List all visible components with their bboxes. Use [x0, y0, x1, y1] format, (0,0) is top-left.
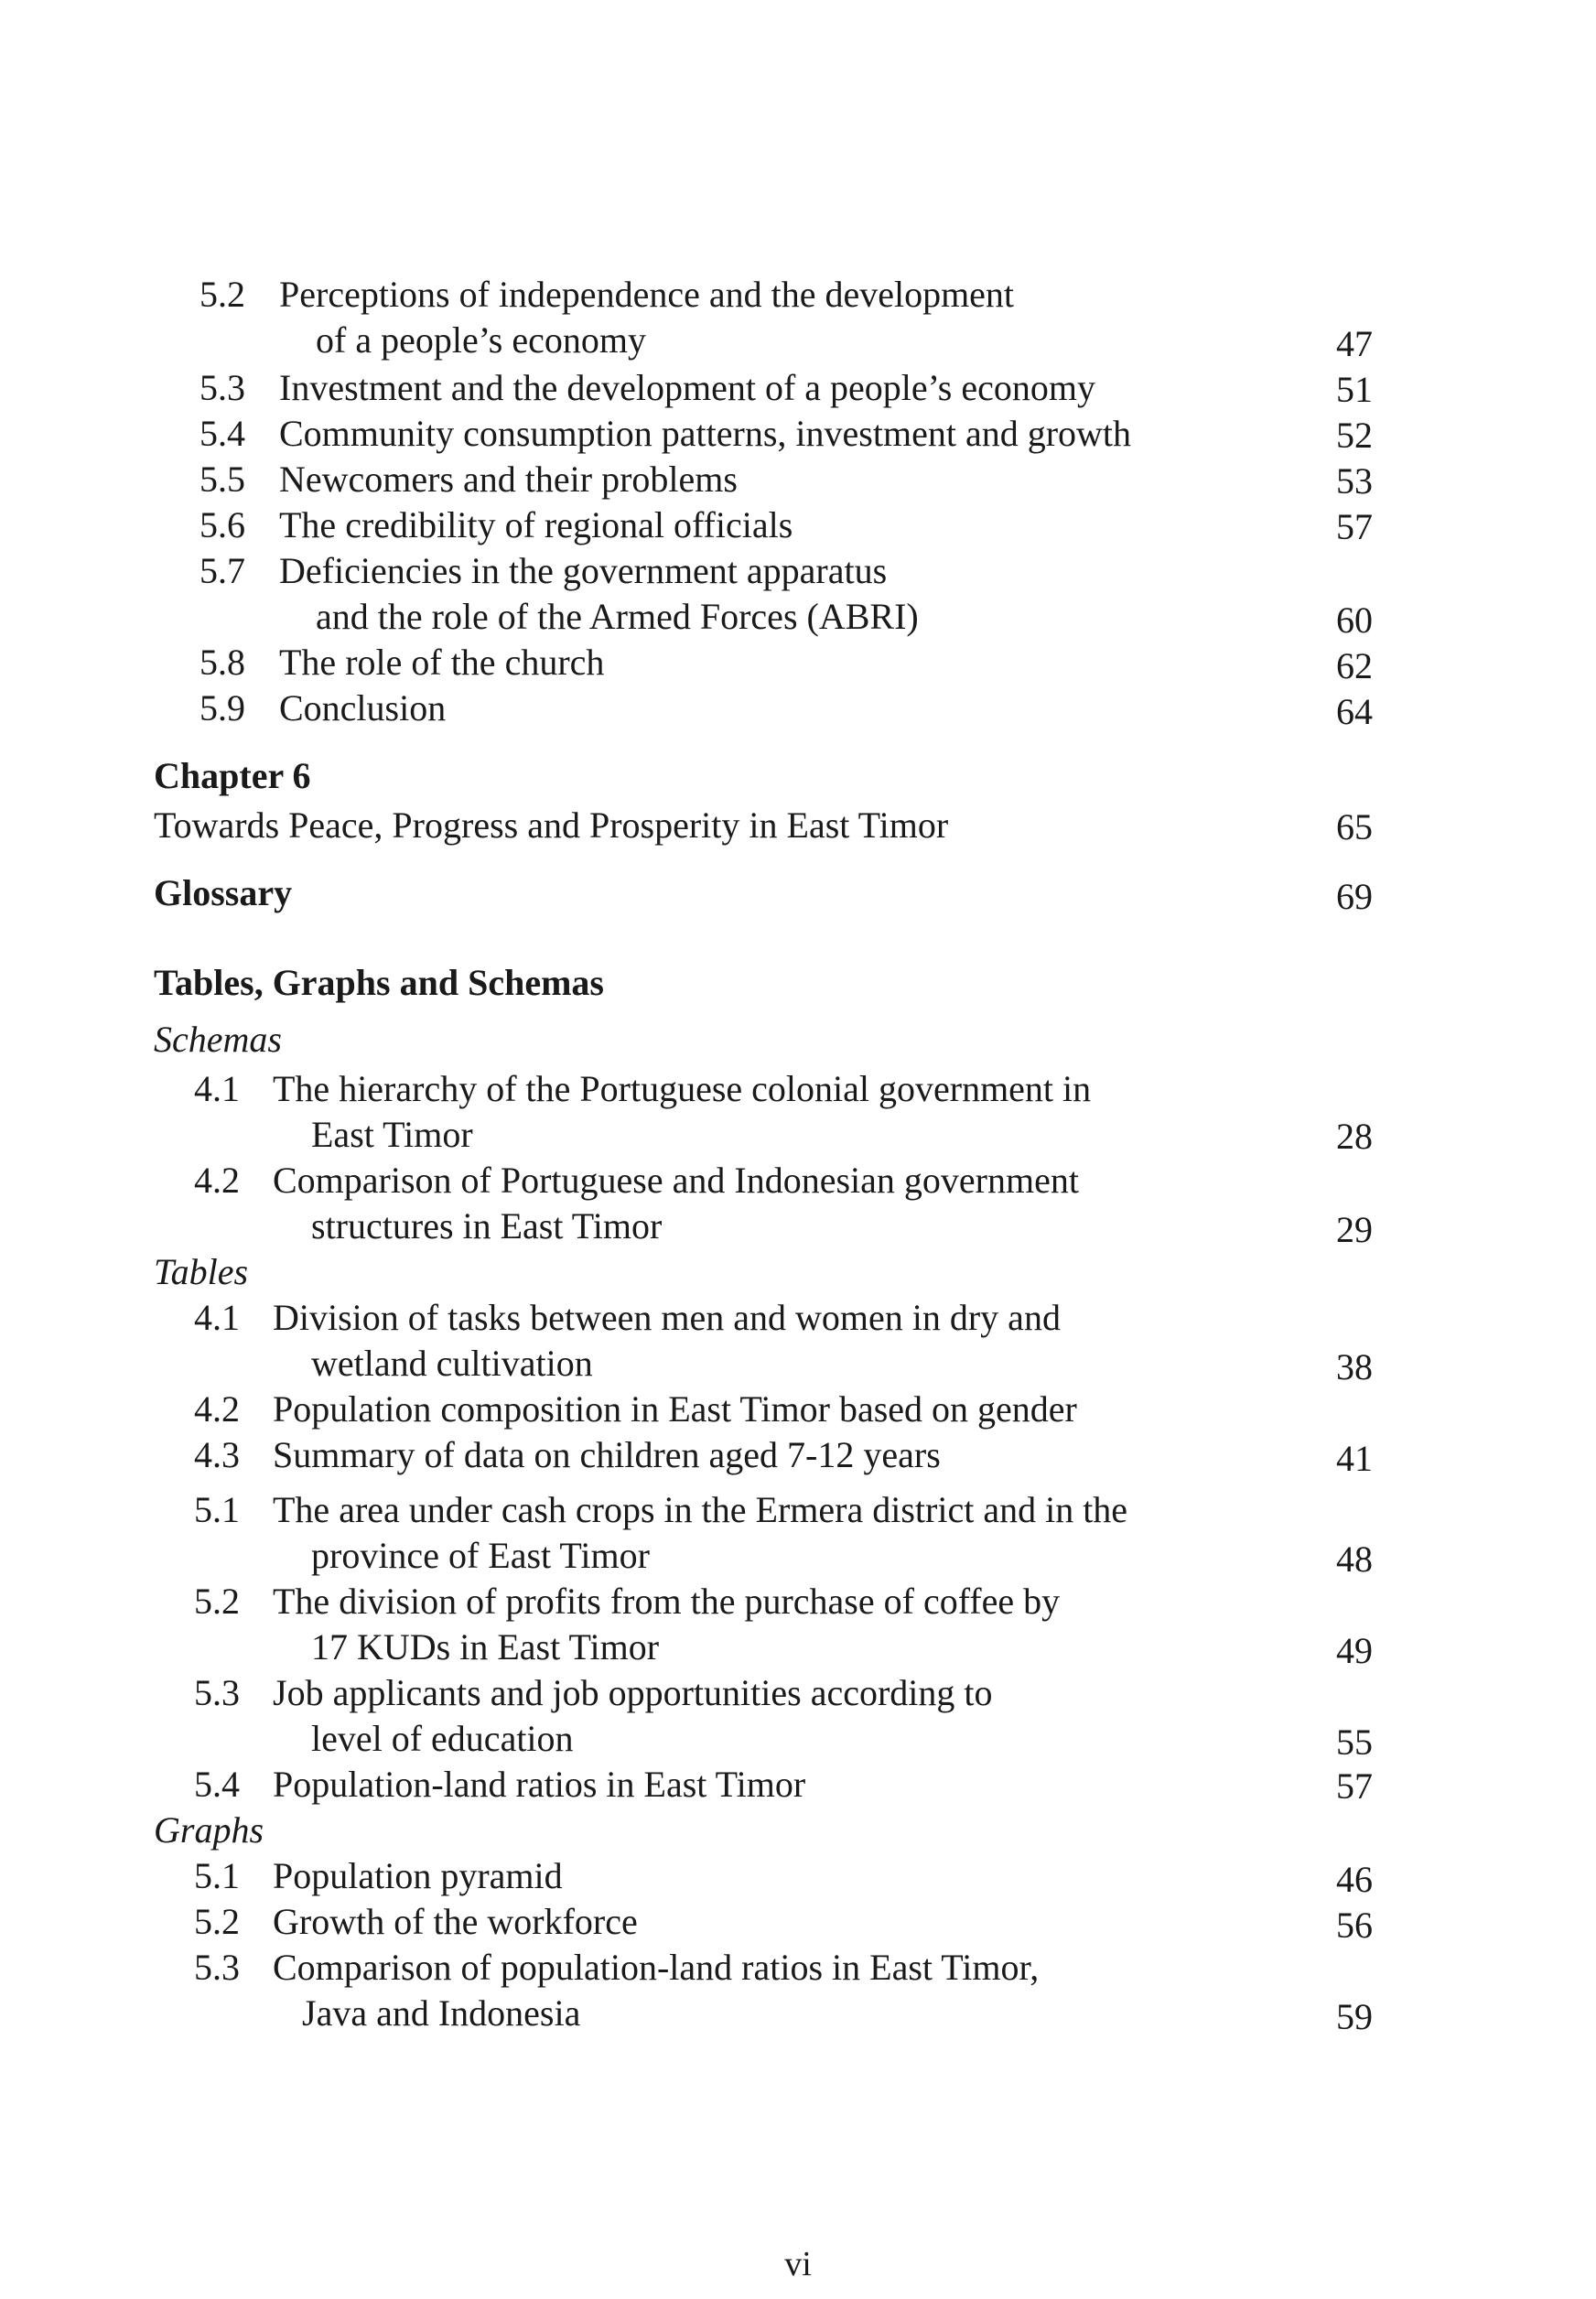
entry-number: 4.1	[194, 1297, 240, 1338]
entry-title: The division of profits from the purchase of coffee by	[273, 1581, 1061, 1622]
entry-number: 4.2	[194, 1160, 240, 1201]
entry-title-continued: of a people’s economy	[316, 319, 646, 361]
entry-title: The area under cash crops in the Ermera district and in the	[273, 1489, 1128, 1530]
entry-page: 69	[1336, 876, 1373, 917]
entry-title: Deficiencies in the government apparatus	[279, 550, 888, 591]
section-heading: Tables, Graphs and Schemas	[154, 962, 604, 1003]
entry-page: 49	[1336, 1630, 1373, 1671]
entry-page: 64	[1336, 691, 1373, 732]
entry-number: 5.9	[200, 687, 245, 729]
entry-title: Population-land ratios in East Timor	[273, 1764, 806, 1805]
entry-page: 60	[1336, 599, 1373, 641]
entry-page: 47	[1336, 323, 1373, 364]
entry-title: Perceptions of independence and the development	[279, 274, 1015, 315]
entry-title: Comparison of population-land ratios in East Timor,	[273, 1947, 1040, 1988]
entry-number: 5.8	[200, 642, 245, 683]
entry-number: 5.4	[200, 413, 245, 454]
entry-page: 59	[1336, 1996, 1373, 2037]
entry-page: 65	[1336, 806, 1373, 847]
entry-title: Newcomers and their problems	[279, 459, 738, 500]
entry-number: 4.1	[194, 1068, 240, 1109]
entry-number: 4.3	[194, 1434, 240, 1475]
glossary-heading: Glossary	[154, 872, 293, 913]
entry-page: 55	[1336, 1722, 1373, 1763]
entry-title-continued: level of education	[311, 1718, 574, 1759]
entry-title: Investment and the development of a people’s economy	[279, 367, 1095, 408]
entry-page: 62	[1336, 645, 1373, 686]
entry-page: 52	[1336, 415, 1373, 456]
entry-title-continued: and the role of the Armed Forces (ABRI)	[316, 596, 919, 637]
entry-number: 5.4	[194, 1764, 240, 1805]
entry-title: The credibility of regional officials	[279, 504, 793, 545]
entry-number: 5.1	[194, 1855, 240, 1896]
entry-title-continued: East Timor	[311, 1114, 473, 1155]
entry-page: 46	[1336, 1859, 1373, 1900]
entry-title: Population composition in East Timor based on gender	[273, 1388, 1077, 1430]
entry-page: 41	[1336, 1438, 1373, 1479]
entry-number: 5.1	[194, 1489, 240, 1530]
entry-title-continued: Java and Indonesia	[302, 1992, 581, 2034]
entry-number: 5.2	[194, 1581, 240, 1622]
entry-number: 5.2	[200, 274, 245, 315]
entry-page: 57	[1336, 506, 1373, 547]
entry-title: The role of the church	[279, 642, 605, 683]
entry-number: 5.6	[200, 504, 245, 545]
entry-title: Division of tasks between men and women in dry and	[273, 1297, 1061, 1338]
entry-title-continued: wetland cultivation	[311, 1343, 593, 1384]
chapter-heading: Chapter 6	[154, 755, 311, 796]
entry-title: The hierarchy of the Portuguese colonial government in	[273, 1068, 1092, 1109]
list-label: Tables	[154, 1251, 249, 1292]
entry-page: 56	[1336, 1905, 1373, 1946]
entry-number: 5.7	[200, 550, 245, 591]
entry-number: 5.3	[194, 1947, 240, 1988]
entry-title: Job applicants and job opportunities according to	[273, 1672, 993, 1713]
entry-number: 5.2	[194, 1901, 240, 1942]
entry-title: Summary of data on children aged 7-12 years	[273, 1434, 941, 1475]
entry-page: 51	[1336, 369, 1373, 410]
entry-number: 5.3	[194, 1672, 240, 1713]
page-number: vi	[784, 2245, 812, 2283]
entry-page: 28	[1336, 1116, 1373, 1157]
entry-title-continued: province of East Timor	[311, 1535, 650, 1576]
entry-title: Comparison of Portuguese and Indonesian government	[273, 1160, 1079, 1201]
entry-title: Growth of the workforce	[273, 1901, 638, 1942]
entry-title: Conclusion	[279, 687, 447, 729]
entry-number: 5.3	[200, 367, 245, 408]
list-label: Graphs	[154, 1809, 264, 1851]
entry-page: 38	[1336, 1346, 1373, 1387]
entry-number: 4.2	[194, 1388, 240, 1430]
chapter-title: Towards Peace, Progress and Prosperity in East Timor	[154, 804, 949, 846]
entry-number: 5.5	[200, 459, 245, 500]
entry-page: 48	[1336, 1538, 1373, 1580]
entry-title: Community consumption patterns, investment and growth	[279, 413, 1132, 454]
entry-title-continued: 17 KUDs in East Timor	[311, 1626, 660, 1668]
entry-title-continued: structures in East Timor	[311, 1205, 663, 1247]
entry-page: 53	[1336, 460, 1373, 502]
entry-page: 29	[1336, 1209, 1373, 1250]
list-label: Schemas	[154, 1019, 282, 1060]
entry-title: Population pyramid	[273, 1855, 563, 1896]
entry-page: 57	[1336, 1765, 1373, 1807]
